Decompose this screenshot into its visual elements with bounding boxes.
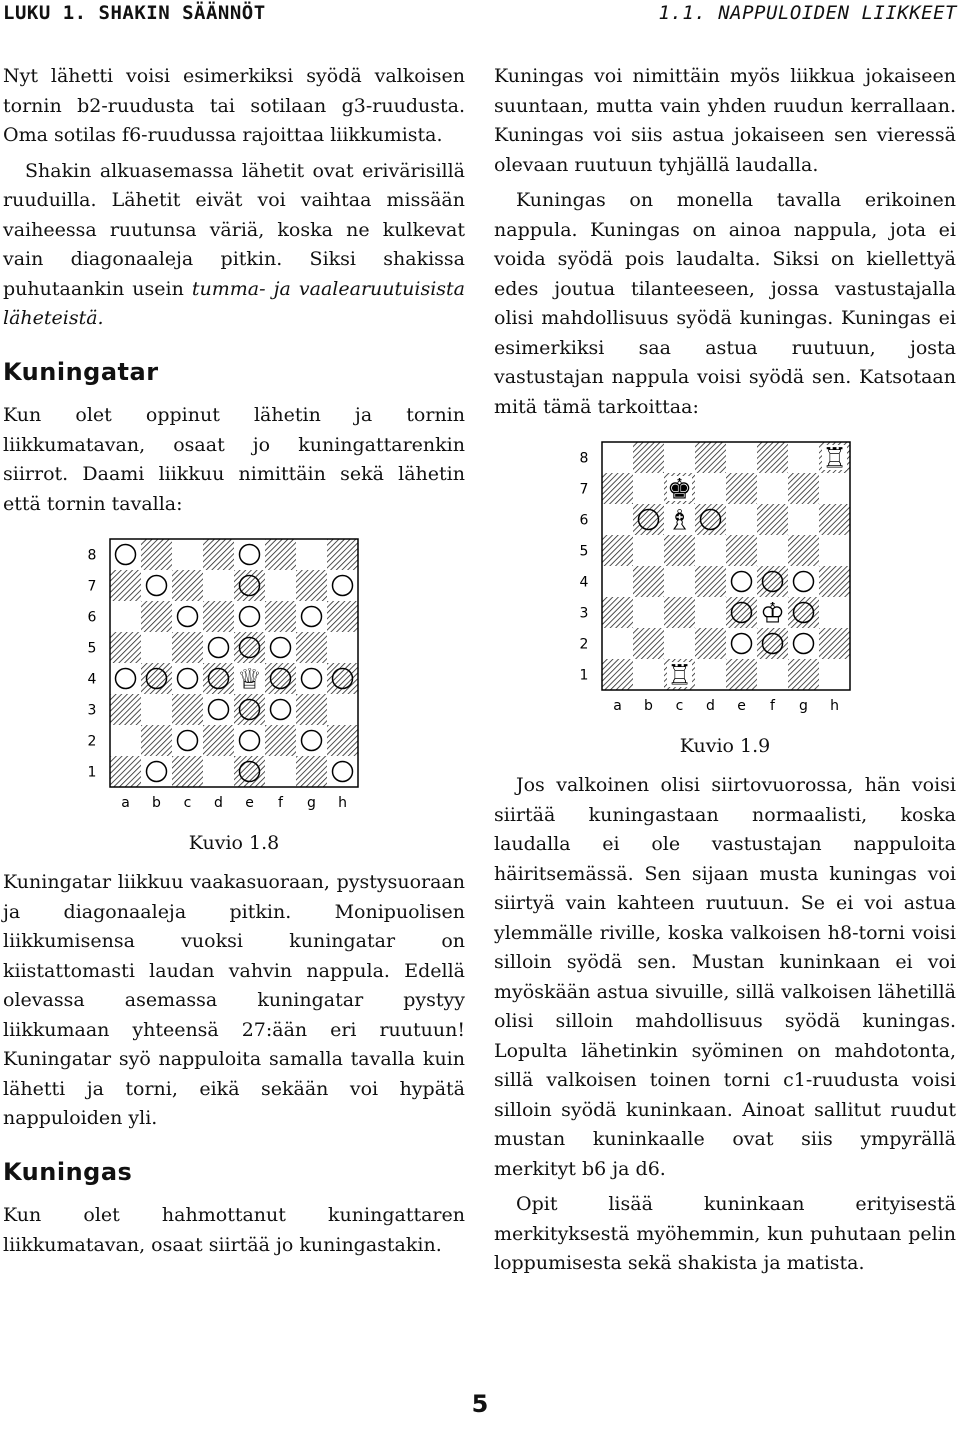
board-square-e6 — [234, 601, 265, 632]
board-square-f5 — [757, 535, 788, 566]
board-square-e1 — [726, 659, 757, 690]
board-square-d5 — [695, 535, 726, 566]
board-square-d5 — [203, 632, 234, 663]
board-square-e8 — [234, 539, 265, 570]
chess-board-queen — [3, 535, 465, 815]
paragraph — [3, 157, 465, 334]
board-square-a6 — [602, 504, 633, 535]
board-square-f6 — [265, 601, 296, 632]
board-square-d2 — [203, 725, 234, 756]
board-square-d6 — [695, 504, 726, 535]
white-rook-icon: ♖ — [821, 441, 848, 475]
board-square-c1 — [172, 756, 203, 787]
board-square-g6 — [296, 601, 327, 632]
board-square-h5 — [819, 535, 850, 566]
board-square-g3 — [296, 694, 327, 725]
board-square-g3 — [788, 597, 819, 628]
board-square-g1 — [296, 756, 327, 787]
board-square-d8 — [695, 442, 726, 473]
board-square-f4 — [265, 663, 296, 694]
board-square-h6 — [327, 601, 358, 632]
section-title: 1.1. NAPPULOIDEN LIIKKEET — [658, 2, 957, 24]
board-square-b2 — [633, 628, 664, 659]
board-square-h8 — [327, 539, 358, 570]
board-square-d2 — [695, 628, 726, 659]
board-square-h4 — [819, 566, 850, 597]
file-label: e — [245, 795, 254, 811]
figure-caption: Kuvio 1.9 — [679, 734, 771, 757]
board-square-b5 — [633, 535, 664, 566]
board-square-a8 — [602, 442, 633, 473]
board-square-b1 — [633, 659, 664, 690]
board-square-b7 — [141, 570, 172, 601]
board-square-e7 — [234, 570, 265, 601]
board-square-e6 — [726, 504, 757, 535]
board-square-a5 — [110, 632, 141, 663]
board-square-c2 — [664, 628, 695, 659]
board-square-f7 — [757, 473, 788, 504]
board-square-e1 — [234, 756, 265, 787]
rank-label: 7 — [579, 481, 589, 498]
board-square-d7 — [203, 570, 234, 601]
board-square-d8 — [203, 539, 234, 570]
board-square-f5 — [265, 632, 296, 663]
board-square-e3 — [726, 597, 757, 628]
board-square-g6 — [788, 504, 819, 535]
board-square-g8 — [296, 539, 327, 570]
chess-board-king — [494, 438, 956, 718]
rank-label: 7 — [87, 578, 97, 595]
rank-label: 8 — [87, 547, 97, 564]
board-square-e2 — [726, 628, 757, 659]
paragraph: Kun olet oppinut lähetin ja tornin liikkumatavan, osaat jo kuningattarenkin siirrot. Daami liikkuu nimittäin sekä lähetin että tornin tavalla: — [3, 404, 465, 515]
board-square-a3 — [110, 694, 141, 725]
chapter-title: LUKU 1. SHAKIN SÄÄNNÖT — [3, 2, 266, 24]
rank-label: 1 — [579, 667, 589, 684]
rank-label: 8 — [579, 450, 589, 467]
board-square-a1 — [602, 659, 633, 690]
board-square-h7 — [327, 570, 358, 601]
file-label: b — [152, 795, 161, 811]
board-square-c8 — [664, 442, 695, 473]
heading-queen: Kuningatar — [3, 357, 159, 386]
board-square-f8 — [757, 442, 788, 473]
paragraph: Kun olet hahmottanut kuningattaren liikkumatavan, osaat siirtää jo kuningastakin. — [3, 1204, 465, 1256]
board-square-f2 — [265, 725, 296, 756]
board-square-b8 — [633, 442, 664, 473]
board-square-d7 — [695, 473, 726, 504]
board-square-d6 — [203, 601, 234, 632]
board-square-a3 — [602, 597, 633, 628]
board-square-b3 — [633, 597, 664, 628]
figure-1-8 — [3, 535, 465, 858]
board-square-a7 — [110, 570, 141, 601]
board-square-f3 — [265, 694, 296, 725]
board-square-c8 — [172, 539, 203, 570]
white-rook-icon: ♖ — [666, 658, 693, 692]
file-label: g — [799, 698, 808, 714]
board-square-g5 — [788, 535, 819, 566]
black-king-icon: ♚ — [666, 472, 693, 506]
board-square-d3 — [695, 597, 726, 628]
figure-caption: Kuvio 1.8 — [188, 831, 280, 854]
file-label: h — [830, 698, 839, 714]
board-square-d1 — [203, 756, 234, 787]
board-square-b6 — [141, 601, 172, 632]
rank-label: 2 — [579, 636, 589, 653]
board-square-d3 — [203, 694, 234, 725]
board-square-f2 — [757, 628, 788, 659]
paragraph: Jos valkoinen olisi siirtovuorossa, hän voisi siirtää kuningastaan normaalisti, koska laudalla ei ole vastustajan nappuloita häiritsemässä. Sen sijaan musta kuningas voi siirtyä vain kahteen ruutuun. Se ei voi astua ylemmälle riville, koska valkoisen h8-torni voisi silloin syödä sen. Mustan kuninkaan ei voi myöskään astua sivuille, sillä valkoisen lähetillä olisi silloin mahdollisuus syödä kuningas. Lopulta lähetinkin syöminen on mahdotonta, sillä valkoisen toinen torni c1-ruudusta voisi silloin syödä kuninkaan. Ainoat sallitut ruudut mustan kuninkaalle ovat siis ympyrällä merkityt b6 ja d6. — [494, 774, 956, 1180]
paragraph: Nyt lähetti voisi esimerkiksi syödä valkoisen tornin b2-ruudusta tai sotilaan g3-ruudusta. Oma sotilas f6-ruudussa rajoittaa liikkumista. — [3, 65, 465, 146]
board-square-f1 — [265, 756, 296, 787]
board-square-a7 — [602, 473, 633, 504]
file-label: c — [675, 698, 684, 714]
left-column — [3, 62, 465, 1266]
rank-label: 3 — [87, 702, 97, 719]
board-square-g7 — [788, 473, 819, 504]
paragraph: Opit lisää kuninkaan erityisestä merkityksestä myöhemmin, kun puhutaan pelin loppumisesta sekä shakista ja matista. — [494, 1193, 956, 1274]
board-square-g5 — [296, 632, 327, 663]
board-square-a8 — [110, 539, 141, 570]
board-square-c5 — [172, 632, 203, 663]
board-square-h1 — [819, 659, 850, 690]
board-square-b2 — [141, 725, 172, 756]
board-square-b3 — [141, 694, 172, 725]
board-square-h3 — [327, 694, 358, 725]
board-square-b7 — [633, 473, 664, 504]
right-column — [494, 62, 956, 1285]
board-square-e4 — [726, 566, 757, 597]
board-square-c6 — [172, 601, 203, 632]
rank-label: 5 — [87, 640, 97, 657]
heading-king: Kuningas — [3, 1157, 133, 1186]
file-label: a — [613, 698, 622, 714]
board-square-c3 — [664, 597, 695, 628]
board-square-d1 — [695, 659, 726, 690]
page-number: 5 — [471, 1390, 489, 1418]
board-square-c5 — [664, 535, 695, 566]
board-square-e7 — [726, 473, 757, 504]
board-square-b1 — [141, 756, 172, 787]
board-square-h5 — [327, 632, 358, 663]
board-square-e5 — [234, 632, 265, 663]
rank-label: 4 — [87, 671, 97, 688]
board-square-b4 — [633, 566, 664, 597]
paragraph: Kuningatar liikkuu vaakasuoraan, pystysuoraan ja diagonaaleja pitkin. Monipuolisen liikkumisensa vuoksi kuningatar on kiistattomasti laudan vahvin nappula. Edellä olevassa asemassa kuningatar pystyy liikkumaan yhteensä 27:ään eri ruutuun! Kuningatar syö nappuloita samalla tavalla kuin lähetti ja torni, eikä sekään voi hypätä nappuloiden yli. — [3, 871, 465, 1129]
board-square-c4 — [664, 566, 695, 597]
board-square-f7 — [265, 570, 296, 601]
board-square-a2 — [602, 628, 633, 659]
board-square-c7 — [172, 570, 203, 601]
board-square-g7 — [296, 570, 327, 601]
board-square-c2 — [172, 725, 203, 756]
emphasis-text: tumma- ja vaalearuutuisista läheteistä. — [3, 277, 465, 329]
file-label: d — [706, 698, 715, 714]
board-square-e2 — [234, 725, 265, 756]
board-square-a6 — [110, 601, 141, 632]
file-label: e — [737, 698, 746, 714]
board-square-g2 — [296, 725, 327, 756]
board-square-f4 — [757, 566, 788, 597]
board-square-e8 — [726, 442, 757, 473]
white-queen-icon: ♕ — [236, 662, 263, 696]
board-square-f1 — [757, 659, 788, 690]
board-square-g2 — [788, 628, 819, 659]
board-square-a4 — [602, 566, 633, 597]
running-header — [3, 2, 957, 28]
board-square-a4 — [110, 663, 141, 694]
file-label: f — [770, 698, 775, 714]
board-square-b8 — [141, 539, 172, 570]
rank-label: 1 — [87, 764, 97, 781]
file-label: f — [278, 795, 283, 811]
file-label: h — [338, 795, 347, 811]
board-square-a5 — [602, 535, 633, 566]
figure-1-9 — [494, 438, 956, 761]
board-square-h2 — [327, 725, 358, 756]
board-square-g8 — [788, 442, 819, 473]
board-square-h3 — [819, 597, 850, 628]
white-bishop-icon: ♗ — [666, 503, 693, 537]
file-label: a — [121, 795, 130, 811]
board-square-c3 — [172, 694, 203, 725]
board-square-a1 — [110, 756, 141, 787]
board-square-g1 — [788, 659, 819, 690]
board-square-h2 — [819, 628, 850, 659]
board-square-c4 — [172, 663, 203, 694]
paragraph: Kuningas on monella tavalla erikoinen nappula. Kuningas on ainoa nappula, jota ei voida syödä pois laudalta. Siksi on kiellettyä edes joutua tilanteeseen, jossa vastustajalla olisi mahdollisuus syödä kuningas. Kuningas ei esimerkiksi saa astua ruutuun, josta vastustajan nappula voisi syödä sen. Katsotaan mitä tämä tarkoittaa: — [494, 189, 956, 418]
board-square-e5 — [726, 535, 757, 566]
board-square-b6 — [633, 504, 664, 535]
board-square-h1 — [327, 756, 358, 787]
board-square-b4 — [141, 663, 172, 694]
rank-label: 5 — [579, 543, 589, 560]
rank-label: 6 — [579, 512, 589, 529]
board-square-h6 — [819, 504, 850, 535]
paragraph-text: Shakin alkuasemassa lähetit ovat erivärisillä ruuduilla. Lähetit eivät voi vaihtaa missään vaiheessa ruutunsa väriä, koska ne kulkevat vain diagonaaleja pitkin. Siksi shakissa puhutaankin usein — [3, 159, 465, 300]
paragraph: Kuningas voi nimittäin myös liikkua jokaiseen suuntaan, mutta vain yhden ruudun kerrallaan. Kuningas voi siis astua jokaiseen sen vieressä olevaan ruutuun tyhjällä laudalla. — [494, 65, 956, 176]
rank-label: 6 — [87, 609, 97, 626]
file-label: g — [307, 795, 316, 811]
board-square-g4 — [296, 663, 327, 694]
board-square-f8 — [265, 539, 296, 570]
file-label: c — [183, 795, 192, 811]
rank-label: 4 — [579, 574, 589, 591]
board-square-d4 — [203, 663, 234, 694]
board-square-e3 — [234, 694, 265, 725]
board-square-b5 — [141, 632, 172, 663]
board-square-h7 — [819, 473, 850, 504]
board-square-a2 — [110, 725, 141, 756]
white-king-icon: ♔ — [759, 596, 786, 630]
board-square-g4 — [788, 566, 819, 597]
rank-label: 3 — [579, 605, 589, 622]
file-label: d — [214, 795, 223, 811]
rank-label: 2 — [87, 733, 97, 750]
board-square-d4 — [695, 566, 726, 597]
board-square-h4 — [327, 663, 358, 694]
file-label: b — [644, 698, 653, 714]
board-square-f6 — [757, 504, 788, 535]
